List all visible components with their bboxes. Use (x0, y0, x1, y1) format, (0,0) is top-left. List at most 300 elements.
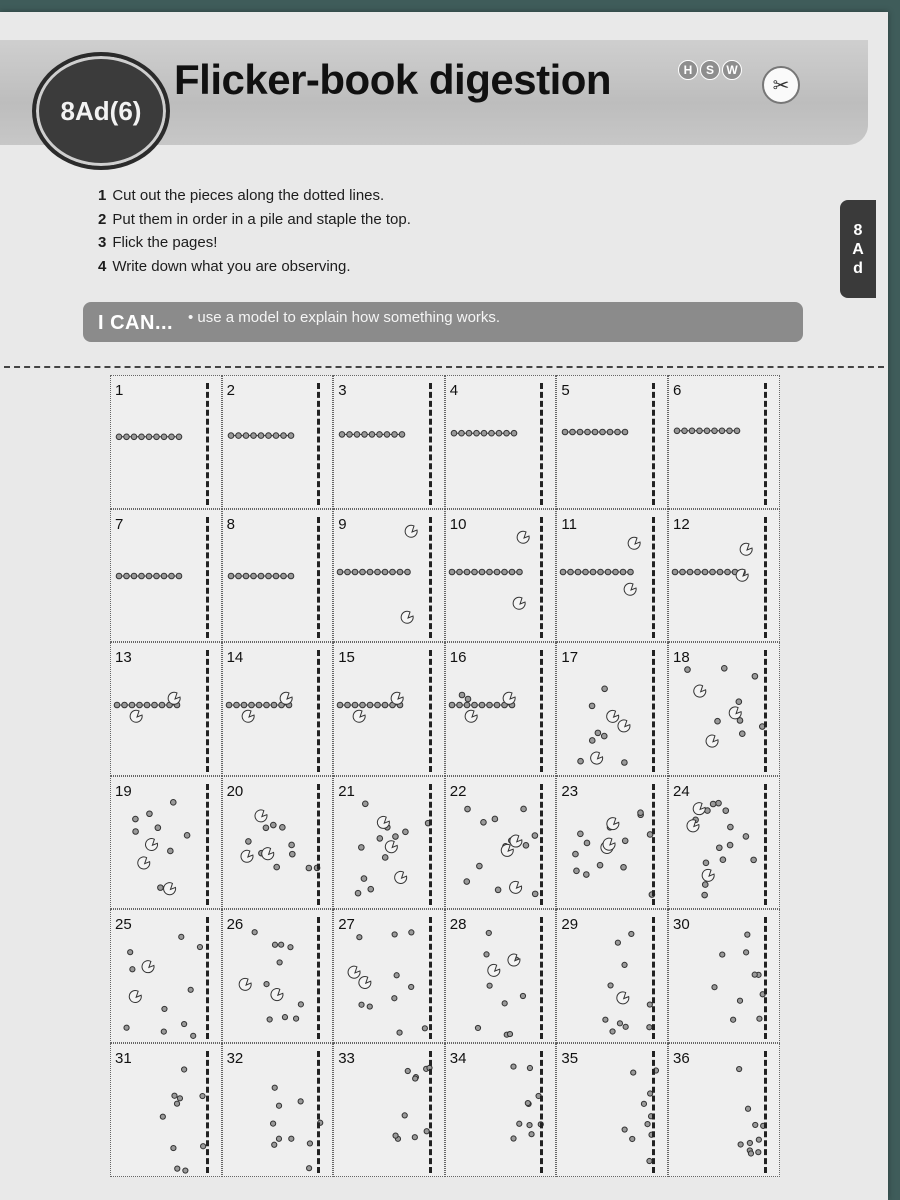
particle (276, 1136, 281, 1141)
particle (476, 863, 482, 869)
particle (725, 569, 731, 575)
particle (409, 930, 414, 935)
particle (412, 1135, 417, 1140)
frame-number: 15 (338, 649, 355, 667)
particle (745, 1106, 750, 1111)
particle (298, 1099, 303, 1104)
particle (288, 433, 294, 439)
particle (250, 573, 256, 579)
frame-number: 4 (449, 382, 459, 399)
particle (307, 1141, 312, 1146)
particle (169, 573, 175, 579)
particle (278, 942, 283, 947)
frame-number: 21 (338, 782, 355, 800)
particle (359, 844, 365, 850)
frame-number: 22 (449, 782, 467, 800)
particle (756, 1150, 761, 1155)
particle (464, 702, 470, 708)
particle (523, 842, 529, 848)
particle (139, 434, 145, 440)
instruction-item: 4 Write down what you are observing. (98, 257, 351, 275)
enzyme-shape (142, 961, 154, 973)
particle (265, 433, 271, 439)
particle (615, 429, 621, 435)
particle (563, 429, 569, 435)
particle (495, 887, 501, 893)
frame-number: 10 (449, 515, 467, 533)
particle (258, 573, 264, 579)
frame-number: 3 (338, 382, 347, 399)
particle (405, 569, 411, 575)
particle (359, 1003, 364, 1008)
particle (672, 569, 678, 575)
particle (160, 1114, 165, 1119)
particle (503, 430, 509, 436)
enzyme-shape (607, 817, 619, 829)
particle (245, 838, 251, 844)
particle (720, 952, 725, 957)
particle (723, 808, 729, 814)
enzyme-shape (509, 881, 521, 893)
particle (645, 1121, 650, 1126)
vertical-cut-line (206, 1051, 209, 1173)
particle (456, 702, 462, 708)
particle (273, 433, 279, 439)
particle (177, 1096, 182, 1101)
particle (131, 434, 137, 440)
particle (363, 801, 369, 807)
particle (155, 825, 161, 831)
enzyme-shape (395, 871, 407, 883)
enzyme-shape (694, 685, 706, 697)
particle (736, 699, 742, 705)
particle (716, 800, 722, 806)
frame-number: 33 (338, 1050, 355, 1067)
particle (174, 1101, 179, 1106)
particle (122, 702, 128, 708)
vertical-cut-line (317, 383, 320, 505)
particle (710, 569, 716, 575)
enzyme-shape (591, 752, 603, 764)
particle (258, 433, 264, 439)
enzyme-shape (164, 883, 176, 895)
vertical-cut-line (206, 383, 209, 505)
particle (720, 857, 726, 863)
particle (738, 1142, 743, 1147)
particle (638, 810, 644, 816)
particle (280, 433, 286, 439)
particle (422, 1026, 427, 1031)
frame-number: 24 (673, 782, 690, 800)
particle (703, 860, 709, 866)
instructions-list (98, 184, 411, 278)
particle (608, 429, 614, 435)
particle (747, 1140, 752, 1145)
particle (191, 1034, 196, 1039)
particle (377, 432, 383, 438)
frame-number: 9 (338, 515, 347, 533)
particle (602, 733, 608, 739)
particle (169, 434, 175, 440)
particle (176, 434, 182, 440)
enzyme-shape (401, 611, 413, 623)
particle (390, 569, 396, 575)
frame-number: 11 (561, 515, 577, 533)
particle (618, 1021, 623, 1026)
particle (393, 1133, 398, 1138)
frame-number: 20 (226, 782, 244, 800)
particle (339, 432, 345, 438)
particle (352, 569, 358, 575)
particle (480, 819, 486, 825)
particle (479, 702, 485, 708)
enzyme-shape (503, 692, 515, 704)
particle (516, 569, 522, 575)
particle (529, 1132, 534, 1137)
frame-number: 19 (115, 782, 132, 800)
vertical-cut-line (540, 784, 543, 906)
particle (717, 845, 723, 851)
particle (584, 872, 590, 878)
particle (137, 702, 143, 708)
particle (727, 428, 733, 434)
vertical-cut-line (764, 517, 767, 639)
frame-number: 36 (673, 1050, 690, 1067)
particle (287, 945, 292, 950)
lesson-code: 8Ad(6) (60, 95, 142, 126)
i-can-label: I CAN... (98, 312, 174, 334)
particle (680, 569, 686, 575)
particle (745, 932, 750, 937)
particle (509, 569, 515, 575)
particle (622, 760, 628, 766)
vertical-cut-line (764, 650, 767, 772)
frame-number: 6 (673, 382, 682, 399)
particle (128, 950, 133, 955)
enzyme-shape (625, 583, 637, 595)
particle (744, 950, 749, 955)
particle (158, 885, 164, 891)
particle (621, 864, 627, 870)
instruction-item: 2 Put them in order in a pile and staple the top. (98, 210, 411, 228)
instruction-item: 1 Cut out the pieces along the dotted lines. (98, 187, 385, 204)
particle (496, 430, 502, 436)
particle (712, 428, 718, 434)
particle (449, 702, 455, 708)
particle (458, 430, 464, 436)
enzyme-shape (261, 847, 273, 859)
vertical-cut-line (429, 784, 432, 906)
particle (402, 1113, 407, 1118)
particle (288, 842, 294, 848)
particle (532, 891, 538, 897)
enzyme-shape (353, 710, 365, 722)
particle (367, 569, 373, 575)
enzyme-shape (488, 965, 500, 977)
frame-number: 2 (226, 382, 235, 399)
enzyme-shape (138, 857, 150, 869)
vertical-cut-line (429, 650, 432, 772)
particle (613, 569, 619, 575)
particle (233, 702, 239, 708)
particle (235, 433, 241, 439)
particle (170, 799, 176, 805)
particle (591, 569, 597, 575)
particle (265, 573, 271, 579)
particle (516, 1121, 521, 1126)
particle (731, 1018, 736, 1023)
particle (502, 1001, 507, 1006)
vertical-cut-line (652, 383, 655, 505)
particle (511, 430, 517, 436)
particle (689, 428, 695, 434)
particle (501, 569, 507, 575)
particle (616, 940, 621, 945)
particle (606, 569, 612, 575)
vertical-cut-line (540, 1051, 543, 1173)
particle (354, 432, 360, 438)
particle (384, 432, 390, 438)
particle (487, 983, 492, 988)
enzyme-shape (729, 707, 741, 719)
particle (466, 430, 472, 436)
particle (511, 1064, 516, 1069)
particle (289, 851, 295, 857)
particle (598, 569, 604, 575)
particle (578, 831, 584, 837)
vertical-cut-line (540, 517, 543, 639)
particle (116, 573, 122, 579)
enzyme-shape (706, 735, 718, 747)
particle (695, 569, 701, 575)
particle (494, 569, 500, 575)
particle (147, 811, 153, 817)
particle (486, 569, 492, 575)
particle (139, 573, 145, 579)
particle (479, 569, 485, 575)
hsw-badges (678, 60, 742, 80)
particle (355, 890, 361, 896)
enzyme-shape (513, 597, 525, 609)
particle (473, 430, 479, 436)
particle (623, 838, 629, 844)
skill-w-icon: W (722, 60, 742, 80)
particle (532, 833, 538, 839)
vertical-cut-line (206, 784, 209, 906)
vertical-cut-line (317, 1051, 320, 1173)
frame-number: 31 (115, 1050, 132, 1067)
particle (298, 1002, 303, 1007)
frame-number: 23 (561, 782, 579, 800)
particle (130, 967, 135, 972)
particle (176, 573, 182, 579)
enzyme-shape (603, 838, 615, 850)
vertical-cut-line (317, 784, 320, 906)
particle (271, 1142, 276, 1147)
vertical-cut-line (429, 1051, 432, 1173)
particle (352, 702, 358, 708)
particle (712, 985, 717, 990)
particle (751, 857, 757, 863)
enzyme-shape (629, 537, 641, 549)
particle (585, 840, 591, 846)
vertical-cut-line (429, 917, 432, 1039)
particle (172, 1093, 177, 1098)
particle (520, 994, 525, 999)
particle (256, 702, 262, 708)
enzyme-shape (255, 810, 267, 822)
particle (464, 879, 470, 885)
i-can-text: • use a model to explain how something works. (188, 309, 501, 326)
particle (276, 1103, 281, 1108)
particle (161, 573, 167, 579)
particle (392, 996, 397, 1001)
particle (570, 429, 576, 435)
frame-number: 18 (673, 649, 690, 667)
particle (630, 1136, 635, 1141)
frame-number: 30 (673, 916, 690, 934)
particle (710, 801, 716, 807)
particle (574, 868, 580, 874)
frame-number: 8 (226, 515, 235, 533)
particle (449, 569, 455, 575)
skill-s-icon: S (700, 60, 720, 80)
particle (306, 1166, 311, 1171)
enzyme-shape (617, 992, 629, 1004)
particle (628, 569, 634, 575)
particle (182, 1022, 187, 1027)
unit-side-tab: 8 A d (840, 200, 876, 298)
particle (465, 696, 471, 702)
enzyme-shape (129, 991, 141, 1003)
particle (288, 573, 294, 579)
particle (602, 686, 608, 692)
particle (280, 573, 286, 579)
particle (159, 702, 165, 708)
frame-number: 7 (115, 515, 124, 533)
particle (133, 816, 139, 822)
particle (282, 1015, 287, 1020)
enzyme-shape (510, 835, 522, 847)
vertical-cut-line (429, 383, 432, 505)
particle (481, 430, 487, 436)
particle (752, 972, 757, 977)
enzyme-shape (501, 844, 513, 856)
enzyme-shape (241, 850, 253, 862)
frame-number: 13 (115, 649, 132, 667)
frame-number: 27 (338, 916, 355, 934)
particle (267, 1017, 272, 1022)
particle (129, 702, 135, 708)
particle (263, 702, 269, 708)
particle (271, 702, 277, 708)
particle (382, 702, 388, 708)
particle (383, 854, 389, 860)
particle (399, 432, 405, 438)
particle (114, 702, 120, 708)
particle (590, 738, 596, 744)
particle (197, 945, 202, 950)
particle (124, 434, 130, 440)
frame-number: 5 (561, 382, 570, 399)
particle (392, 932, 397, 937)
enzyme-shape (508, 954, 520, 966)
particle (494, 702, 500, 708)
particle (277, 960, 282, 965)
frame-number: 29 (561, 916, 579, 934)
particle (728, 824, 734, 830)
particle (154, 434, 160, 440)
particle (459, 692, 465, 698)
particle (270, 822, 276, 828)
particle (622, 1127, 627, 1132)
particle (511, 1136, 516, 1141)
particle (621, 569, 627, 575)
vertical-cut-line (652, 784, 655, 906)
particle (360, 569, 366, 575)
particle (595, 730, 601, 736)
particle (152, 702, 158, 708)
particle (603, 1017, 608, 1022)
instruction-item: 3 Flick the pages! (98, 234, 218, 251)
particle (629, 932, 634, 937)
vertical-cut-line (652, 917, 655, 1039)
enzyme-shape (693, 802, 705, 814)
particle (252, 930, 257, 935)
particle (293, 1016, 298, 1021)
particle (573, 851, 579, 857)
skill-h-icon: H (678, 60, 698, 80)
particle (367, 702, 373, 708)
flicker-book-grid (110, 375, 780, 1177)
particle (175, 1166, 180, 1171)
particle (392, 432, 398, 438)
particle (456, 569, 462, 575)
particle (369, 432, 375, 438)
particle (583, 569, 589, 575)
particle (188, 988, 193, 993)
particle (183, 1168, 188, 1173)
particle (734, 428, 740, 434)
particle (753, 1122, 758, 1127)
enzyme-shape (405, 525, 417, 537)
vertical-cut-line (540, 650, 543, 772)
particle (702, 569, 708, 575)
particle (250, 433, 256, 439)
particle (484, 952, 489, 957)
enzyme-shape (146, 838, 158, 850)
particle (756, 1137, 761, 1142)
particle (590, 703, 596, 709)
particle (382, 569, 388, 575)
particle (451, 430, 457, 436)
vertical-cut-line (764, 1051, 767, 1173)
particle (375, 702, 381, 708)
particle (248, 702, 254, 708)
particle (561, 569, 567, 575)
frame-number: 25 (115, 916, 132, 934)
particle (471, 569, 477, 575)
particle (228, 433, 234, 439)
enzyme-shape (386, 841, 398, 853)
particle (397, 1030, 402, 1035)
frame-number: 17 (561, 649, 579, 667)
particle (306, 865, 312, 871)
particle (264, 982, 269, 987)
particle (243, 433, 249, 439)
particle (273, 864, 279, 870)
particle (600, 429, 606, 435)
